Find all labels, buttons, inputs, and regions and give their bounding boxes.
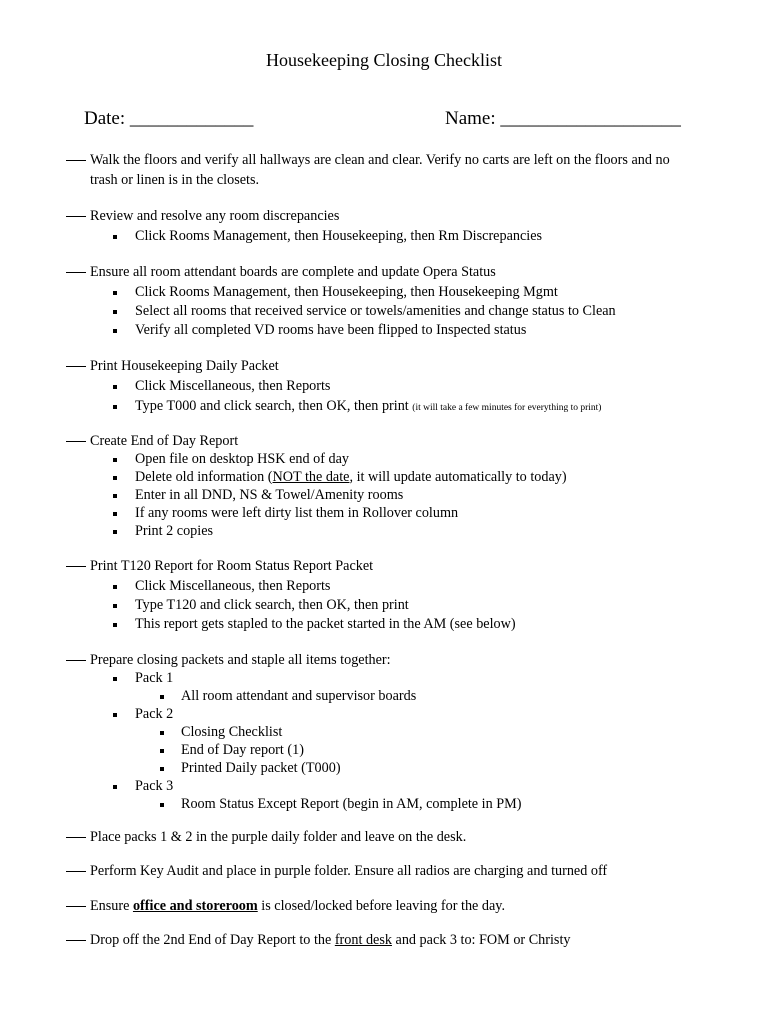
checklist-item-text: Print T120 Report for Room Status Report Packet (90, 558, 374, 574)
name-field: Name: ___________________ (445, 108, 681, 129)
bullet (113, 385, 117, 389)
bullet (113, 530, 117, 534)
item-dash (66, 837, 86, 838)
bullet (113, 235, 117, 239)
item-dash (66, 160, 86, 161)
bullet-text: Click Miscellaneous, then Reports (135, 378, 331, 394)
pack-item: Printed Daily packet (T000) (181, 760, 341, 776)
item-text-pre: Ensure (90, 898, 133, 914)
bullet (113, 476, 117, 480)
item-dash (66, 366, 86, 367)
checklist-item-text: Walk the floors and verify all hallways are clean and clear. Verify no carts are left on the floors and no (90, 152, 670, 168)
checklist-item-text: trash or linen is in the closets. (90, 172, 260, 188)
checklist-item-text (90, 898, 505, 915)
item-dash (66, 566, 86, 567)
checklist-item-text: Ensure all room attendant boards are complete and update Opera Status (90, 264, 496, 280)
pack-item: End of Day report (1) (181, 742, 304, 758)
item-dash (66, 660, 86, 661)
checklist-item-text: Review and resolve any room discrepancies (90, 208, 340, 224)
bullet (113, 604, 117, 608)
checklist-item-text: Perform Key Audit and place in purple folder. Ensure all radios are charging and turned off (90, 863, 608, 879)
page-title: Housekeeping Closing Checklist (266, 50, 502, 70)
sub-bullet (160, 695, 164, 699)
pack-label: Pack 1 (135, 670, 174, 686)
item-dash (66, 940, 86, 941)
date-field: Date: _____________ (84, 108, 254, 129)
sub-bullet (160, 803, 164, 807)
bullet (113, 291, 117, 295)
sub-bullet (160, 749, 164, 753)
item-dash (66, 216, 86, 217)
item-text-post: and pack 3 to: FOM or Christy (391, 932, 571, 948)
item-text-post: is closed/locked before leaving for the day. (257, 898, 506, 914)
bullet-text: If any rooms were left dirty list them in Rollover column (135, 505, 459, 521)
bullet (113, 585, 117, 589)
pack-label: Pack 3 (135, 778, 174, 794)
bullet-text (135, 469, 567, 486)
sub-bullet (160, 767, 164, 771)
pack-item: All room attendant and supervisor boards (181, 688, 417, 704)
item-dash (66, 272, 86, 273)
pack-item: Closing Checklist (181, 724, 283, 740)
bullet-text: Select all rooms that received service or towels/amenities and change status to Clean (135, 303, 616, 319)
bullet-text: Type T120 and click search, then OK, then print (135, 597, 409, 613)
bullet-text: Click Miscellaneous, then Reports (135, 578, 331, 594)
bullet-text: Open file on desktop HSK end of day (135, 451, 349, 467)
bullet (113, 512, 117, 516)
bullet-text-post: , it will update automatically to today) (349, 469, 567, 485)
bullet-text: Enter in all DND, NS & Towel/Amenity rooms (135, 487, 404, 503)
bullet-text-pre: Delete old information ( (135, 469, 273, 485)
bullet-text: Click Rooms Management, then Housekeeping, then Housekeeping Mgmt (135, 284, 558, 300)
checklist-item-text: Place packs 1 & 2 in the purple daily folder and leave on the desk. (90, 829, 467, 845)
bullet-text (135, 398, 601, 417)
item-dash (66, 871, 86, 872)
bullet (113, 405, 117, 409)
bullet-text: Print 2 copies (135, 523, 214, 539)
bullet-text: Click Rooms Management, then Housekeeping, then Rm Discrepancies (135, 228, 543, 244)
underlined-text: NOT the date (272, 469, 350, 485)
checklist-item-text: Prepare closing packets and staple all items together: (90, 652, 391, 668)
bullet (113, 329, 117, 333)
checklist-item-text: Print Housekeeping Daily Packet (90, 358, 279, 374)
item-dash (66, 906, 86, 907)
bullet-text: This report gets stapled to the packet started in the AM (see below) (135, 616, 516, 632)
bullet (113, 713, 117, 717)
bullet-main-text: Type T000 and click search, then OK, then print (135, 398, 413, 414)
bullet (113, 623, 117, 627)
pack-label: Pack 2 (135, 706, 174, 722)
bold-underlined-text: office and storeroom (132, 898, 258, 914)
underlined-text: front desk (334, 932, 392, 948)
bullet (113, 677, 117, 681)
item-dash (66, 441, 86, 442)
bullet-note: (it will take a few minutes for everything to print) (412, 403, 602, 413)
sub-bullet (160, 731, 164, 735)
bullet (113, 310, 117, 314)
bullet (113, 785, 117, 789)
checklist-item-text (90, 932, 570, 949)
bullet (113, 494, 117, 498)
checklist-item-text: Create End of Day Report (90, 433, 239, 449)
bullet (113, 458, 117, 462)
pack-item: Room Status Except Report (begin in AM, complete in PM) (181, 796, 522, 812)
item-text-pre: Drop off the 2nd End of Day Report to the (90, 932, 335, 948)
bullet-text: Verify all completed VD rooms have been flipped to Inspected status (135, 322, 527, 338)
